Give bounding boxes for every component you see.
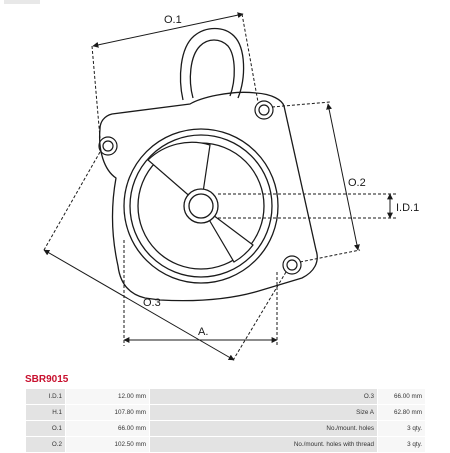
o1-ext-left bbox=[92, 46, 100, 138]
table-row bbox=[26, 389, 426, 405]
table-row bbox=[26, 405, 426, 421]
spec-value: 66.00 mm bbox=[378, 389, 426, 405]
spec-label: O.2 bbox=[26, 437, 66, 453]
id1-label: I.D.1 bbox=[396, 202, 420, 214]
mount-hole-bottom bbox=[283, 256, 301, 274]
o3-label: O.3 bbox=[143, 297, 161, 309]
center-bore bbox=[184, 189, 218, 223]
mount-hole-top bbox=[255, 101, 273, 119]
o2-ext-top bbox=[272, 102, 330, 107]
spec-table bbox=[25, 388, 426, 453]
spec-value: 62.80 mm bbox=[378, 405, 426, 421]
table-row bbox=[26, 421, 426, 437]
mount-hole-top-inner bbox=[259, 105, 269, 115]
spec-value: 12.00 mm bbox=[66, 389, 150, 405]
dimension-o2 bbox=[272, 102, 360, 262]
spec-value: 3 qty. bbox=[378, 437, 426, 453]
part-code: SBR9015 bbox=[25, 374, 69, 385]
spec-label: H.1 bbox=[26, 405, 66, 421]
loop-inner bbox=[190, 40, 234, 98]
spec-label: I.D.1 bbox=[26, 389, 66, 405]
mount-hole-left bbox=[99, 137, 117, 155]
spec-value: 102.50 mm bbox=[66, 437, 150, 453]
bore-inner bbox=[189, 194, 213, 218]
mount-hole-left-inner bbox=[103, 141, 113, 151]
a-label: A. bbox=[198, 326, 209, 338]
table-row bbox=[26, 437, 426, 453]
o3-ext-left bbox=[44, 152, 100, 250]
spec-label: No./mount. holes bbox=[150, 421, 378, 437]
spec-value: 66.00 mm bbox=[66, 421, 150, 437]
mount-hole-bottom-inner bbox=[287, 260, 297, 270]
o3-ext-right bbox=[232, 272, 286, 362]
spec-label: No./mount. holes with thread bbox=[150, 437, 378, 453]
o1-ext-right bbox=[242, 14, 258, 102]
spec-value: 107.80 mm bbox=[66, 405, 150, 421]
hanger-loop bbox=[181, 29, 244, 101]
spec-label: O.3 bbox=[150, 389, 378, 405]
dimension-o1 bbox=[92, 14, 258, 138]
o2-ext-bottom bbox=[300, 250, 360, 262]
spec-label: O.1 bbox=[26, 421, 66, 437]
o1-label: O.1 bbox=[164, 14, 182, 26]
o2-label: O.2 bbox=[348, 177, 366, 189]
spec-value: 3 qty. bbox=[378, 421, 426, 437]
spec-label: Size A bbox=[150, 405, 378, 421]
